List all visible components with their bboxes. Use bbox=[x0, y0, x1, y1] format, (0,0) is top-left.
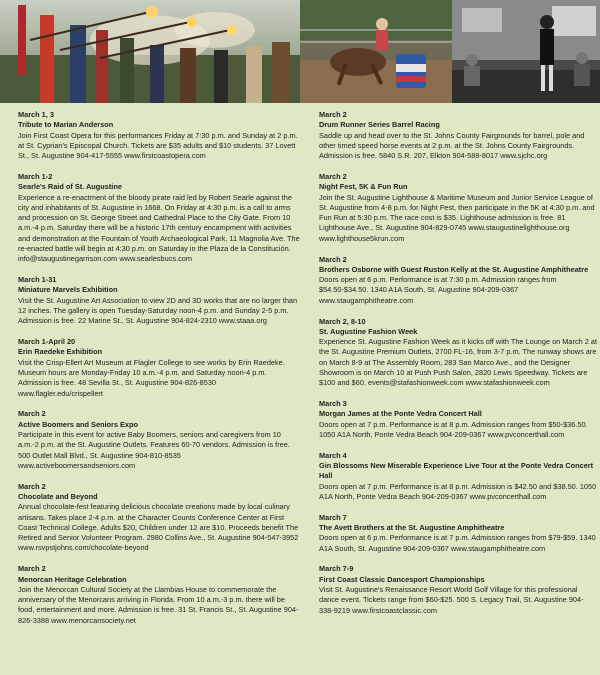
event-title: Morgan James at the Ponte Vedra Concert Hall bbox=[319, 409, 482, 419]
event-title: St. Augustine Fashion Week bbox=[319, 326, 418, 336]
barrel-racing-photo bbox=[300, 0, 452, 103]
event-entry bbox=[18, 482, 300, 554]
event-description: Participate in this event for active Baby Boomers, seniors and caregivers from 10 a.m.-2 p.m. at the St. Augustine Outlets. Features 60-70 vendors. Admission is free. 500 Outlet Mall Blvd., St. Augustine 904-810-8535 www.activeboomersandseniors.com bbox=[18, 430, 290, 470]
event-entry bbox=[319, 110, 597, 161]
event-entry bbox=[319, 399, 597, 440]
event-date: March 2 bbox=[18, 564, 46, 574]
event-description: Visit the Crisp-Ellert Art Museum at Flagler College to see works by Erin Raedeke. Museum hours are Monday-Friday 10 a.m.-4 p.m. and Saturday noon-4 p.m. Admission is free. 48 Sevilla St., St. Augustine 904-826-8530 www.flagler.edu/crispellert bbox=[18, 357, 285, 398]
reenactment-photo bbox=[0, 0, 300, 103]
event-entry bbox=[319, 172, 597, 244]
event-entry bbox=[18, 564, 300, 626]
event-description: Doors open at 7 p.m. Performance is at 8 p.m. Admission ranges from $50-$36.50. 1050 A1A North, Ponte Vedra Beach 904-209-0367 www.pvconcerthall.com bbox=[319, 419, 588, 440]
event-description: Experience St. Augustine Fashion Week as it kicks off with The Lounge on March 2 at the St. Augustine Premium Outlets, 2700 FL-16, from 3-7 p.m. The runway shows are on March 8-9 at The Assembly Room, 283 San Marco Ave., and the Designer Showroom is on March 10 at Push Push Salon, 2820 Lewis Speedway. Tickets are $100 and $60. events@stafashionweek.com www.stafashionweek.com bbox=[319, 337, 597, 388]
event-entry bbox=[319, 513, 597, 554]
event-description: Join First Coast Opera for this performances Friday at 7:30 p.m. and Sunday at 2 p.m. at St. Cyprian's Episcopal Church. Tickets are $35 adults and $10 students. 37 Lovett St., St. Augustine 904-417-5555 www.firstcoastopera.com bbox=[18, 130, 298, 161]
event-entry bbox=[18, 409, 300, 471]
event-date: March 2 bbox=[18, 481, 46, 491]
event-entry bbox=[319, 255, 597, 306]
photo-strip bbox=[0, 0, 600, 103]
event-title: First Coast Classic Dancesport Championships bbox=[319, 574, 485, 584]
events-column-right bbox=[319, 110, 597, 626]
event-date: March 3 bbox=[319, 399, 347, 409]
event-entry bbox=[18, 337, 300, 399]
event-title: Gin Blossoms New Miserable Experience Live Tour at the Ponte Vedra Concert Hall bbox=[319, 461, 594, 481]
event-title: Night Fest, 5K & Fun Run bbox=[319, 182, 408, 192]
event-title: Active Boomers and Seniors Expo bbox=[18, 419, 138, 429]
event-date: March 7 bbox=[319, 512, 347, 522]
events-column-left bbox=[18, 110, 300, 637]
event-date: March 2, 8-10 bbox=[319, 316, 366, 326]
event-entry bbox=[18, 172, 300, 265]
fashion-runway-photo bbox=[452, 0, 600, 103]
event-description: Visit the St. Augustine Art Association to view 2D and 3D works that are no larger than 12 inches. The gallery is open Tuesday-Saturday noon-4 p.m. and Sunday 2-5 p.m. Admission is free. 22 Marine St., St. Augustine 904-824-2310 www.staaa.org bbox=[18, 295, 298, 326]
event-entry bbox=[319, 317, 597, 389]
event-date: March 1-2 bbox=[18, 171, 53, 181]
event-description: Annual chocolate-fest featuring delicious chocolate creations made by local culinary artisans. Takes place 2-4 p.m. at the Character Counts Conference Center at First Coast Technical College. Adults $20, Children under 12 are $10. Proceeds benefit The Retired and Senior Volunteer Program. 2980 Collins Ave., St. Augustine 904-547-3952 www.rsvpstjohns.com/chocolate-beyond bbox=[18, 502, 299, 553]
event-date: March 1, 3 bbox=[18, 110, 54, 119]
event-title: Chocolate and Beyond bbox=[18, 492, 98, 501]
event-date: March 1-April 20 bbox=[18, 337, 76, 347]
event-date: March 2 bbox=[319, 254, 347, 264]
event-description: Join the St. Augustine Lighthouse & Maritime Museum and Junior Service League of St. Augustine from 4-8 p.m. for Night Fest, then participate in the 5K at 4:30 p.m. and Fun Run at 5:30 p.m. The race cost is $35. Lighthouse admission is free. 81 Lighthouse Ave., St. Augustine 904-829-0745 www.staugustinelighthouse.org www.lighthouse5krun.com bbox=[319, 192, 595, 243]
event-date: March 1-31 bbox=[18, 275, 57, 285]
event-date: March 4 bbox=[319, 450, 347, 460]
event-title: Miniature Marvels Exhibition bbox=[18, 285, 118, 295]
event-entry bbox=[18, 275, 300, 326]
event-entry bbox=[319, 564, 597, 615]
event-title: Menorcan Heritage Celebration bbox=[18, 574, 127, 584]
event-title: Brothers Osborne with Guest Ruston Kelly at the St. Augustine Amphitheatre bbox=[319, 264, 589, 274]
event-date: March 2 bbox=[319, 171, 347, 181]
event-title: Tribute to Marian Anderson bbox=[18, 120, 114, 130]
event-title: Erin Raedeke Exhibition bbox=[18, 347, 103, 357]
event-title: Drum Runner Series Barrel Racing bbox=[319, 120, 440, 130]
event-description: Doors open at 6 p.m. Performance is at 7:30 p.m. Admission ranges from $54.50-$34.50. 1340 A1A South, St. Augustine 904-209-0367 www.staugamphitheatre.com bbox=[319, 275, 557, 305]
event-date: March 2 bbox=[319, 110, 347, 119]
event-entry bbox=[319, 451, 597, 502]
event-description: Saddle up and head over to the St. Johns County Fairgrounds for barrel, pole and other timed speed horse events at 2 p.m. at the St. Johns County Fairgrounds. Admission is free. 5840 S.R. 207, Elkton 904-588-8017 www.sjchc.org bbox=[319, 130, 585, 161]
event-date: March 7-9 bbox=[319, 564, 354, 574]
event-description: Visit St. Augustine's Renaissance Resort World Golf Village for this professional dance event. Tickets range from $60-$25. 500 S. Legacy Trail, St. Augustine 904-338-9219 www.firstcoastclassic.com bbox=[319, 585, 584, 615]
event-date: March 2 bbox=[18, 409, 46, 419]
event-description: Doors open at 6 p.m. Performance is at 7 p.m. Admission ranges from $79-$59. 1340 A1A South, St. Augustine 904-209-0367 www.staugamphitheatre.com bbox=[319, 533, 596, 553]
event-description: Join the Menorcan Cultural Society at the Llambias House to commemorate the anniversary of the Menorcans arriving in Florida. From 10 a.m.-3 p.m. there will be food, entertainment and more. Admission is free. 31 St. Francis St., St. Augustine 904-826-3388 www.menorcansociety.net bbox=[18, 584, 299, 625]
event-entry bbox=[18, 110, 300, 161]
event-title: The Avett Brothers at the St. Augustine Amphitheatre bbox=[319, 523, 505, 533]
event-title: Searle's Raid of St. Augustine bbox=[18, 182, 122, 192]
event-description: Experience a re-enactment of the bloody pirate raid led by Robert Searle against the city and inhabitants of St. Augustine in 1668. On Friday at 4:30 p.m. is a call to arms and procession on St. George Street and Cathedral Place to the City Gate. From 10 a.m.-4 p.m. Saturday there will be a historic 17th century encampment with activities and demonstration at the Fountain of Youth Archaeological Park, 11 Magnolia Ave. The re-enacted battle will begin at 4:30 p.m. on Saturday in the Plaza de la Constitución. info@staugustinegarrison.com www.searlesbucs.com bbox=[18, 192, 300, 264]
event-description: Doors open at 7 p.m. Performance is at 8 p.m. Admission is $42.50 and $38.50. 1050 A1A North, Ponte Vedra Beach 904-209-0367 www.pvconcerthall.com bbox=[319, 481, 597, 501]
